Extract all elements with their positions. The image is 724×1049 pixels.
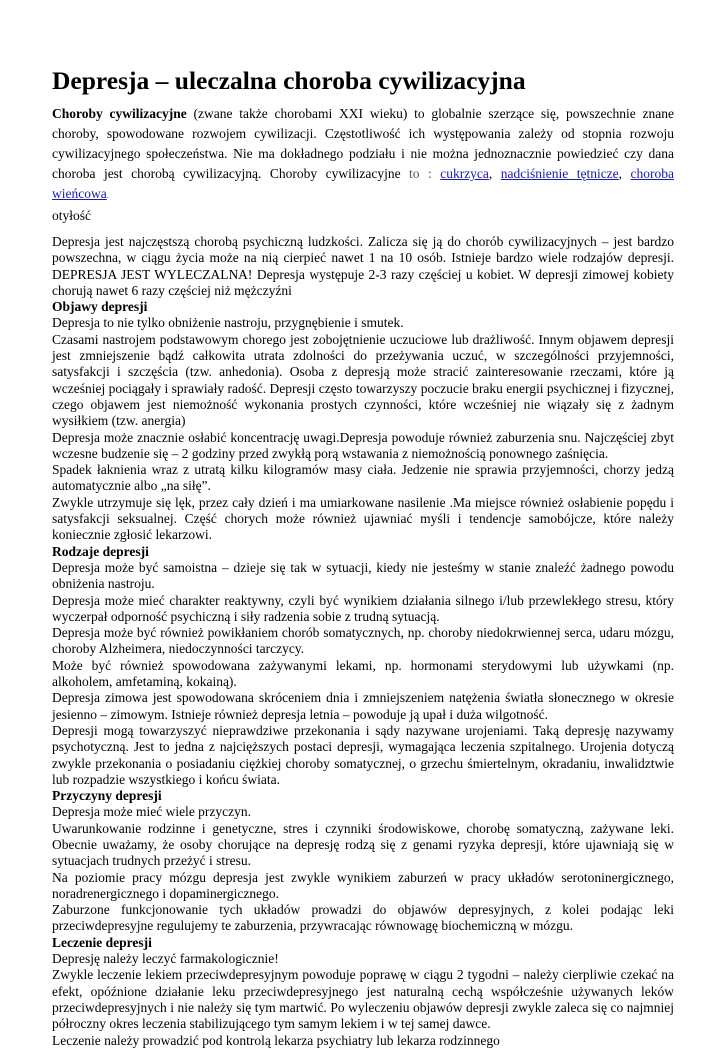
intro-sep-2: , [618, 166, 631, 181]
paragraph: Depresja może mieć wiele przyczyn. [52, 804, 252, 820]
intro-paragraph [52, 104, 674, 226]
paragraph: Zaburzone funkcjonowanie tych układów prowadzi do objawów depresyjnych, z kolei podając leki przeciwdepresyjne regulujemy te zaburzenia, przywracając równowagę biochemiczną w mózgu. [52, 902, 674, 934]
link-nadcisnienie[interactable]: nadciśnienie tętnicze [500, 166, 619, 181]
section-heading-przyczyny: Przyczyny depresji [52, 788, 162, 804]
link-cukrzyca[interactable]: cukrzyca [440, 166, 489, 181]
paragraph: Czasami nastrojem podstawowym chorego jest zobojętnienie uczuciowe lub drażliwość. Innym objawem depresji jest zmniejszenie bądź całkowita utrata zdolności do przeżywania uczuć, w szczególności przyjemności, satysfakcji i szczęścia (tzw. anhedonia). Osoba z depresją może stracić zainteresowanie rzeczami, które ją wcześniej pociągały i sprawiały radość. Depresji często towarzyszy poczucie braku energii psychicznej i fizycznej, czego objawem jest niemożność wykonania prostych czynności, które wcześniej nie wiązały się z żadnym wysiłkiem (tzw. anergia) [52, 331, 674, 429]
paragraph: Depresji mogą towarzyszyć nieprawdziwe przekonania i sądy nazywane urojeniami. Taką depresję nazywamy psychotyczną. Jest to jedna z najcięższych postaci depresji, wymagająca leczenia szpitalnego. Urojenia dotyczą zwykle przekonania o posiadaniu ciężkiej choroby somatycznej, o grzechu śmiertelnym, okradaniu, inwalidztwie lub rozpadzie wszystkiego i końcu świata. [52, 722, 674, 787]
link-choroba-wiencowa[interactable]: choroba wieńcowa [52, 166, 674, 201]
document-title: Depresja – uleczalna choroba cywilizacyjna [52, 66, 526, 95]
paragraph: Zwykle utrzymuje się lęk, przez cały dzień i ma umiarkowane nasilenie .Ma miejsce również osłabienie popędu i satysfakcji seksualnej. Część chorych może również ujawniać myśli i tendencje samobójcze, które należy koniecznie zgłosić lekarzowi. [52, 494, 674, 543]
intro-term: Choroby cywilizacyjne [52, 106, 187, 121]
paragraph: Depresja może mieć charakter reaktywny, czyli być wynikiem działania silnego i/lub przewlekłego stresu, który wyczerpał odporność psychiczną i siły radzenia sobie z trudną sytuacją. [52, 592, 674, 624]
paragraph: Na poziomie pracy mózgu depresja jest zwykle wynikiem zaburzeń w pracy układów serotoninergicznego, noradrenergicznego i dopaminergicznego. [52, 869, 674, 901]
paragraph: Uwarunkowanie rodzinne i genetyczne, stres i czynniki środowiskowe, chorobę somatyczną, zażywane leki. Obecnie uważamy, że osoby chorujące na depresję rodzą się z genami ryzyka depresji, które ujawniają się w sytuacjach trudnych przeżyć i stresu. [52, 820, 674, 869]
intro-text: (zwane także chorobami XXI wieku) to globalnie szerzące się, powszechnie znane choroby, spowodowane rozwojem cywilizacji. Częstotliwość ich występowania zależy od stopnia rozwoju cywilizacyjnego społeczeństwa. Nie ma dokładnego podziału i nie można jednoznacznie powiedzieć czy dana choroba jest chorobą cywilizacyjną. Choroby cywilizacyjne [52, 106, 674, 181]
paragraph: Może być również spowodowana zażywanymi lekami, np. hormonami sterydowymi lub używkami (np. alkoholem, amfetaminą, kokainą). [52, 657, 674, 690]
paragraph: Depresja może być również powikłaniem chorób somatycznych, np. choroby niedokrwiennej serca, udaru mózgu, choroby Alzheimera, niedoczynności tarczycy. [52, 625, 674, 657]
paragraph: Spadek łaknienia wraz z utratą kilku kilogramów masy ciała. Jedzenie nie sprawia przyjemności, chorzy jedzą automatycznie albo „na siłę”. [52, 462, 674, 494]
intro-trailing-dot: . [106, 191, 109, 200]
intro-last-item: otyłość [52, 208, 91, 223]
intro-to-prefix: to : [400, 166, 441, 181]
section-heading-objawy: Objawy depresji [52, 299, 148, 315]
paragraph: Leczenie należy prowadzić pod kontrolą lekarza psychiatry lub lekarza rodzinnego [52, 1032, 500, 1048]
paragraph: Depresja to nie tylko obniżenie nastroju, przygnębienie i smutek. [52, 315, 404, 331]
section-heading-leczenie: Leczenie depresji [52, 934, 152, 950]
paragraph: Depresja jest najczęstszą chorobą psychiczną ludzkości. Zalicza się ją do chorób cywilizacyjnych – jest bardzo powszechna, w ciągu życia może na nią cierpieć nawet 1 na 10 osób. Istnieje bardzo wiele rodzajów depresji. DEPRESJA JEST WYLECZALNA! Depresja występuje 2-3 razy częściej u kobiet. W depresji zimowej kobiety chorują nawet 6 razy częściej niż mężczyźni [52, 234, 674, 298]
paragraph: Depresja zimowa jest spowodowana skróceniem dnia i zmniejszeniem natężenia światła słonecznego w okresie jesienno – zimowym. Istnieje również depresja letnia – powoduje ją upał i duża wilgotność. [52, 690, 674, 722]
section-heading-rodzaje: Rodzaje depresji [52, 543, 149, 559]
document-body [52, 234, 674, 1049]
paragraph: Zwykle leczenie lekiem przeciwdepresyjnym powoduje poprawę w ciągu 2 tygodni – należy cierpliwie czekać na efekt, opóźnione działanie leku przeciwdepresyjnego jest naturalną cechą współcześnie używanych leków przeciwdepresyjnych i nie należy się tym martwić. Po wyleczeniu objawów depresji zwykle zaleca się co najmniej półroczny okres leczenia stabilizującego tym samym lekiem i w tej samej dawce. [52, 967, 674, 1032]
paragraph: Depresja może być samoistna – dzieje się tak w sytuacji, kiedy nie jesteśmy w stanie znaleźć żadnego powodu obniżenia nastroju. [52, 559, 674, 592]
paragraph: Depresję należy leczyć farmakologicznie! [52, 951, 279, 967]
intro-sep-1: , [488, 166, 501, 181]
paragraph: Depresja może znacznie osłabić koncentrację uwagi.Depresja powoduje również zaburzenia snu. Najczęściej zbyt wczesne budzenie się – 2 godziny przed zwykłą porą wstawania z niemożnością ponownego zaśnięcia. [52, 429, 674, 461]
